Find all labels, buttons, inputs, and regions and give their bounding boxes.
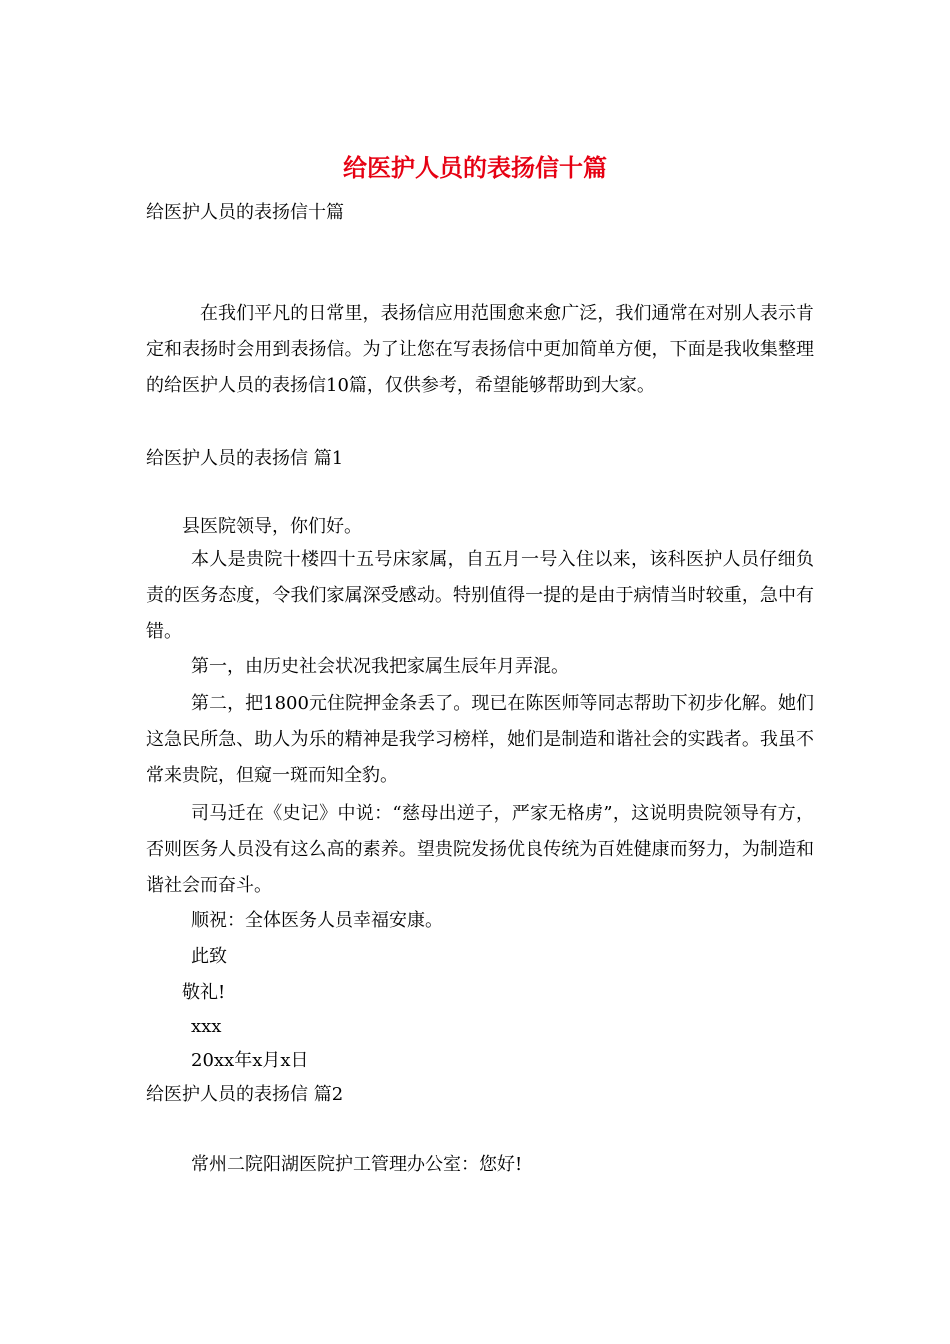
section-1-paragraph-4: 司马迁在《史记》中说：“慈母出逆子，严家无格虏”，这说明贵院领导有方，否则医务人员没有这么高的素养。望贵院发扬优良传统为百姓健康而努力，为制造和谐社会而奋斗。 — [146, 803, 814, 896]
section-1-signer: xxx — [191, 1016, 222, 1037]
document-title: 给医护人员的表扬信十篇 — [343, 153, 607, 182]
section-2-heading: 给医护人员的表扬信 篇2 — [146, 1084, 344, 1105]
section-1-paragraph-1: 本人是贵院十楼四十五号床家属，自五月一号入住以来，该科医护人员仔细负责的医务态度，令我们家属深受感动。特别值得一提的是由于病情当时较重，急中有错。 — [146, 549, 814, 642]
section-1-paragraph-3: 第二，把1800元住院押金条丢了。现已在陈医师等同志帮助下初步化解。她们这急民所急、助人为乐的精神是我学习榜样，她们是制造和谐社会的实践者。我虽不常来贵院，但窥一斑而知全豹。 — [146, 693, 814, 786]
section-1-date: 20xx年x月x日 — [191, 1050, 309, 1071]
section-1-heading: 给医护人员的表扬信 篇1 — [146, 448, 344, 469]
intro-paragraph: 在我们平凡的日常里，表扬信应用范围愈来愈广泛，我们通常在对别人表示肯定和表扬时会用到表扬信。为了让您在写表扬信中更加简单方便，下面是我收集整理的给医护人员的表扬信10篇，仅供参考，希望能够帮助到大家。 — [146, 303, 814, 396]
section-1-wish: 顺祝：全体医务人员幸福安康。 — [191, 910, 443, 931]
section-1-paragraph-2: 第一，由历史社会状况我把家属生辰年月弄混。 — [191, 656, 569, 677]
section-1-closing-1: 此致 — [191, 946, 227, 967]
section-1-closing-2: 敬礼! — [182, 982, 226, 1003]
section-1-salutation: 县医院领导，你们好。 — [182, 516, 362, 537]
section-2-salutation: 常州二院阳湖医院护工管理办公室：您好! — [191, 1154, 523, 1175]
document-subtitle: 给医护人员的表扬信十篇 — [146, 202, 344, 223]
